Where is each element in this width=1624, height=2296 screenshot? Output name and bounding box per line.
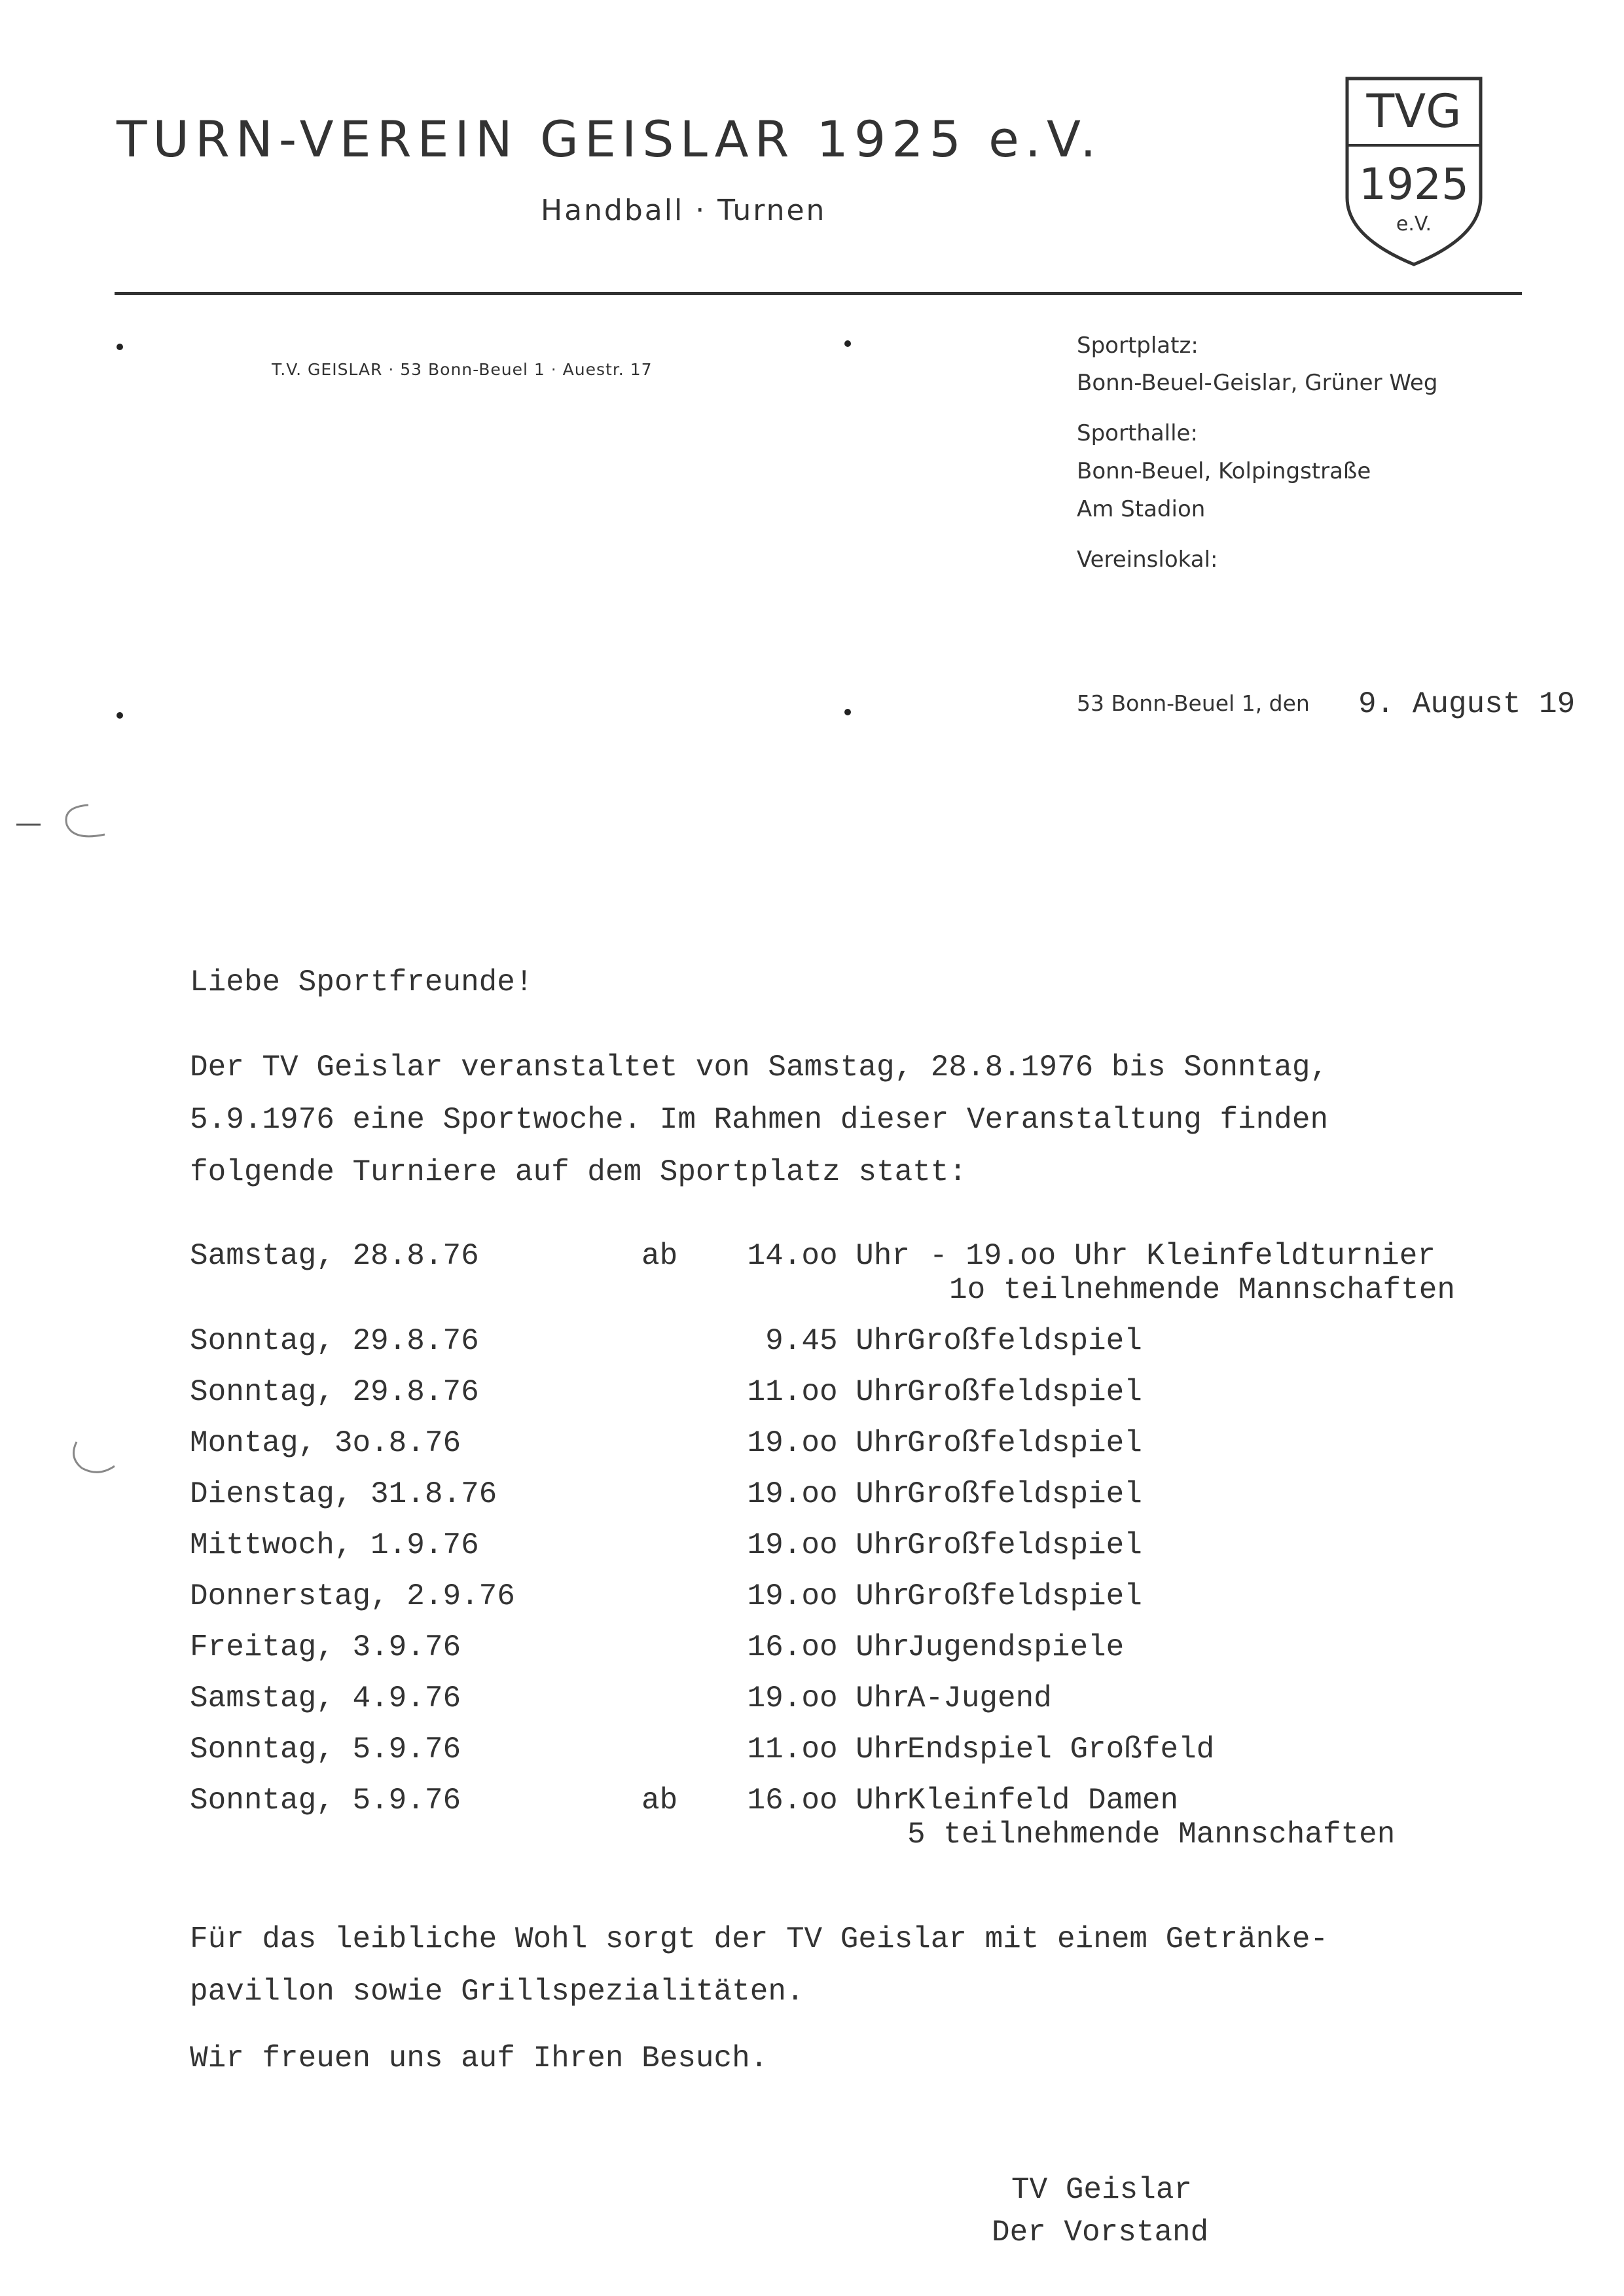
punch-hole-mark <box>62 1430 121 1482</box>
vereinslokal-label: Vereinslokal: <box>1077 547 1218 573</box>
schedule-time: 11.oo Uhr <box>747 1375 910 1409</box>
fold-mark <box>117 344 123 350</box>
punch-hole-mark <box>13 795 111 848</box>
header-rule <box>115 292 1522 295</box>
schedule-event: Kleinfeld Damen <box>907 1784 1179 1818</box>
schedule-day: Freitag, 3.9.76 <box>190 1630 461 1664</box>
intro-line-2: 5.9.1976 eine Sportwoche. Im Rahmen dieser Veranstaltung finden <box>190 1103 1329 1137</box>
org-name: TURN-VEREIN GEISLAR 1925 e.V. <box>117 110 1102 168</box>
schedule-day: Sonntag, 29.8.76 <box>190 1375 479 1409</box>
schedule-event: Großfeldspiel <box>907 1528 1142 1562</box>
fold-mark <box>844 709 851 715</box>
schedule-time: 19.oo Uhr <box>747 1579 910 1613</box>
fold-mark <box>844 340 851 347</box>
date-prefix: 53 Bonn-Beuel 1, den <box>1077 691 1310 716</box>
letter-date: 9. August 19 <box>1358 687 1576 721</box>
schedule-day: Sonntag, 5.9.76 <box>190 1784 461 1818</box>
schedule-day: Sonntag, 5.9.76 <box>190 1732 461 1767</box>
closing-line-2: pavillon sowie Grillspezialitäten. <box>190 1975 804 2009</box>
schedule-day: Donnerstag, 2.9.76 <box>190 1579 515 1613</box>
schedule-time: 16.oo Uhr <box>747 1630 910 1664</box>
schedule-ab: ab <box>641 1239 678 1273</box>
intro-line-3: folgende Turniere auf dem Sportplatz statt: <box>190 1155 967 1189</box>
sporthalle-label: Sporthalle: <box>1077 420 1198 446</box>
schedule-event: Großfeldspiel <box>907 1324 1142 1358</box>
schedule-event: A-Jugend <box>907 1681 1052 1715</box>
schedule-event: Großfeldspiel <box>907 1477 1142 1511</box>
closing-line-3: Wir freuen uns auf Ihren Besuch. <box>190 2041 768 2075</box>
schedule-day: Montag, 3o.8.76 <box>190 1426 461 1460</box>
schedule-time: 19.oo Uhr <box>747 1477 910 1511</box>
schedule-time: 16.oo Uhr <box>747 1784 910 1818</box>
schedule-event: Großfeldspiel <box>907 1426 1142 1460</box>
schedule-event: Großfeldspiel <box>907 1579 1142 1613</box>
sporthalle-value-2: Am Stadion <box>1077 496 1206 522</box>
logo-top-text: TVG <box>1366 84 1462 138</box>
fold-mark <box>117 712 123 719</box>
schedule-ab: ab <box>641 1784 678 1818</box>
schedule-event: Großfeldspiel <box>907 1375 1142 1409</box>
schedule-event: - 19.oo Uhr Kleinfeldturnier <box>929 1239 1435 1273</box>
schedule-extra: 1o teilnehmende Mannschaften <box>949 1273 1455 1307</box>
org-subtitle: Handball · Turnen <box>541 194 827 227</box>
sportplatz-label: Sportplatz: <box>1077 332 1199 359</box>
schedule-time: 11.oo Uhr <box>747 1732 910 1767</box>
signature-org: TV Geislar <box>1011 2173 1193 2207</box>
schedule-event: Jugendspiele <box>907 1630 1125 1664</box>
schedule-day: Samstag, 28.8.76 <box>190 1239 479 1273</box>
schedule-event: Endspiel Großfeld <box>907 1732 1215 1767</box>
salutation: Liebe Sportfreunde! <box>190 965 533 999</box>
signature-board: Der Vorstand <box>992 2215 1209 2250</box>
intro-line-1: Der TV Geislar veranstaltet von Samstag, 28.8.1976 bis Sonntag, <box>190 1050 1329 1085</box>
schedule-day: Dienstag, 31.8.76 <box>190 1477 497 1511</box>
logo-year-text: 1925 <box>1359 159 1469 209</box>
schedule-extra: 5 teilnehmende Mannschaften <box>907 1818 1396 1852</box>
schedule-time: 14.oo Uhr <box>747 1239 910 1273</box>
schedule-time: 9.45 Uhr <box>765 1324 910 1358</box>
schedule-day: Mittwoch, 1.9.76 <box>190 1528 479 1562</box>
schedule-time: 19.oo Uhr <box>747 1426 910 1460</box>
schedule-time: 19.oo Uhr <box>747 1681 910 1715</box>
closing-line-1: Für das leibliche Wohl sorgt der TV Geislar mit einem Getränke- <box>190 1922 1329 1956</box>
schedule-day: Sonntag, 29.8.76 <box>190 1324 479 1358</box>
sportplatz-value: Bonn-Beuel-Geislar, Grüner Weg <box>1077 370 1438 396</box>
schedule-time: 19.oo Uhr <box>747 1528 910 1562</box>
sporthalle-value-1: Bonn-Beuel, Kolpingstraße <box>1077 458 1371 484</box>
logo-suffix-text: e.V. <box>1396 213 1432 236</box>
club-logo <box>1342 73 1486 270</box>
sender-address: T.V. GEISLAR · 53 Bonn-Beuel 1 · Auestr. 17 <box>272 360 653 379</box>
schedule-day: Samstag, 4.9.76 <box>190 1681 461 1715</box>
